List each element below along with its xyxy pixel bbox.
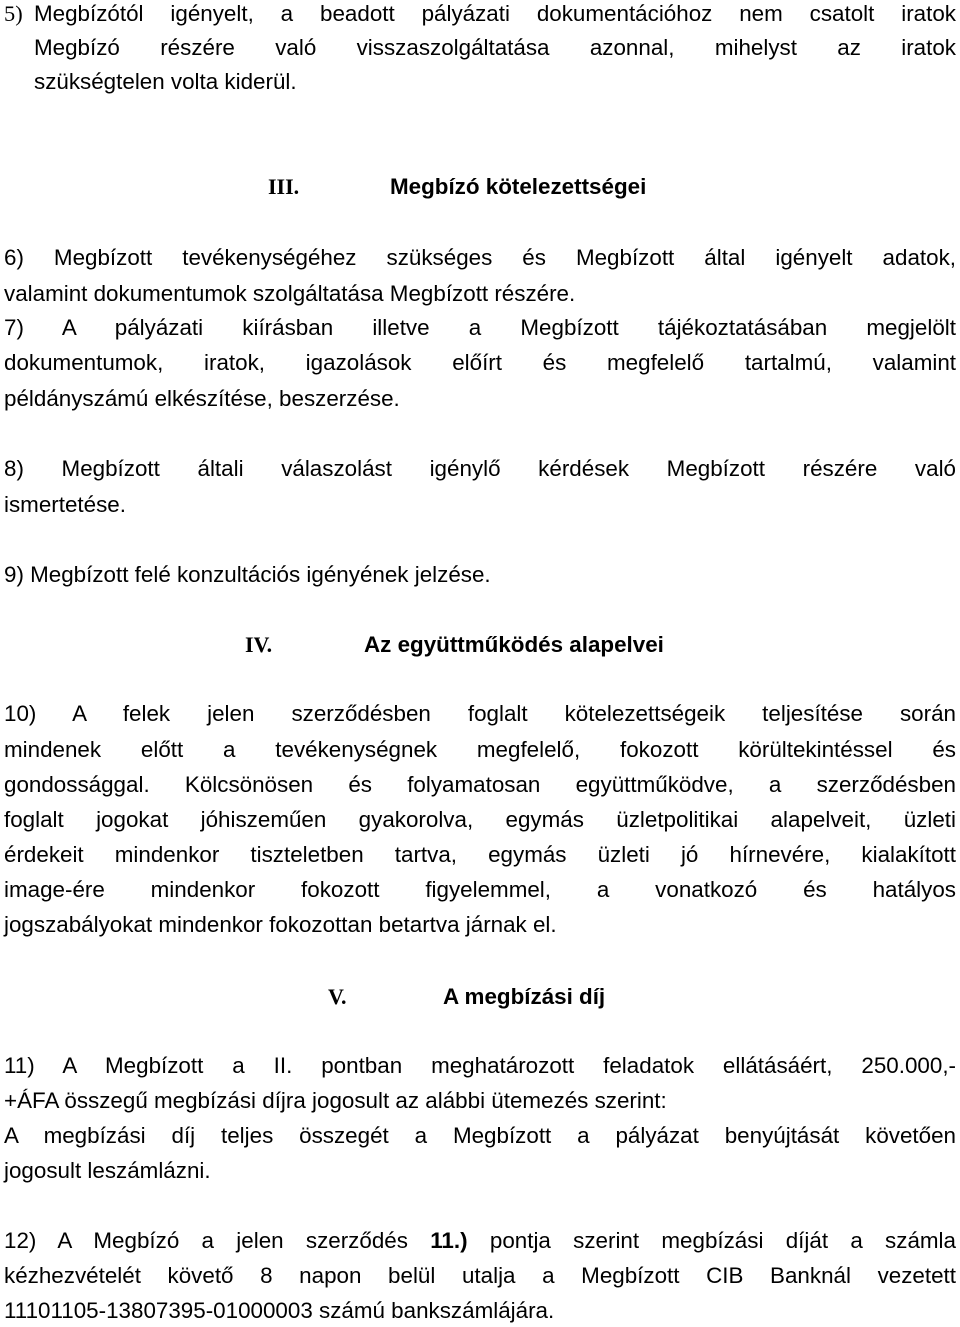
text-line: érdekeit mindenkor tiszteletben tartva, egymás üzleti jó hírnevére, kialakított [4,842,956,867]
section-title: Az együttműködés alapelvei [364,632,664,657]
text-line: példányszámú elkészítése, beszerzése. [4,386,400,411]
text-line: gondossággal. Kölcsönösen és folyamatosan együttműködve, a szerződésben [4,772,956,797]
text-line: image-ére mindenkor fokozott figyelemmel, a vonatkozó és hatályos [4,877,956,902]
text-line: A megbízási díj teljes összegét a Megbízott a pályázat benyújtását követően [4,1123,956,1148]
text-line: 7) A pályázati kiírásban illetve a Megbízott tájékoztatásában megjelölt [4,315,956,340]
text-line: 6) Megbízott tevékenységéhez szükséges és Megbízott által igényelt adatok, [4,245,956,270]
text-line: 9) Megbízott felé konzultációs igényének jelzése. [4,562,491,587]
text-line: +ÁFA összegű megbízási díjra jogosult az alábbi ütemezés szerint: [4,1088,667,1113]
text-line: jogosult leszámlázni. [4,1158,211,1183]
text-line: 10) A felek jelen szerződésben foglalt kötelezettségeik teljesítése során [4,701,956,726]
text-line: Megbízótól igényelt, a beadott pályázati dokumentációhoz nem csatolt iratok [34,1,956,26]
text-segment: 12) A Megbízó a jelen szerződés [4,1228,431,1253]
section-title: Megbízó kötelezettségei [390,174,647,199]
text-line: dokumentumok, iratok, igazolások előírt és megfelelő tartalmú, valamint [4,350,956,375]
bold-reference: 11.) [430,1228,468,1253]
section-number: V. [328,984,347,1009]
section-number: III. [268,174,300,199]
text-line: szükségtelen volta kiderül. [34,69,297,94]
text-line: ismertetése. [4,492,126,517]
paragraph-number: 5) [4,1,23,26]
text-line: 8) Megbízott általi válaszolást igénylő kérdések Megbízott részére való [4,456,956,481]
text-line: mindenek előtt a tevékenységnek megfelelő, fokozott körültekintéssel és [4,737,956,762]
section-title: A megbízási díj [443,984,606,1009]
text-line: foglalt jogokat jóhiszeműen gyakorolva, egymás üzletpolitikai alapelveit, üzleti [4,807,956,832]
text-line: 11101105-13807395-01000003 számú bankszámlájára. [4,1298,555,1323]
text-line [4,1227,956,1255]
text-line: Megbízó részére való visszaszolgáltatása azonnal, mihelyst az iratok [34,35,956,60]
text-line: kézhezvételét követő 8 napon belül utalja a Megbízott CIB Banknál vezetett [4,1263,956,1288]
text-segment: pontja szerint megbízási díját a számla [467,1228,956,1253]
section-number: IV. [245,632,273,657]
text-line: jogszabályokat mindenkor fokozottan betartva járnak el. [4,912,557,937]
text-line: valamint dokumentumok szolgáltatása Megbízott részére. [4,281,576,306]
text-line: 11) A Megbízott a II. pontban meghatározott feladatok ellátásáért, 250.000,- [4,1053,956,1078]
